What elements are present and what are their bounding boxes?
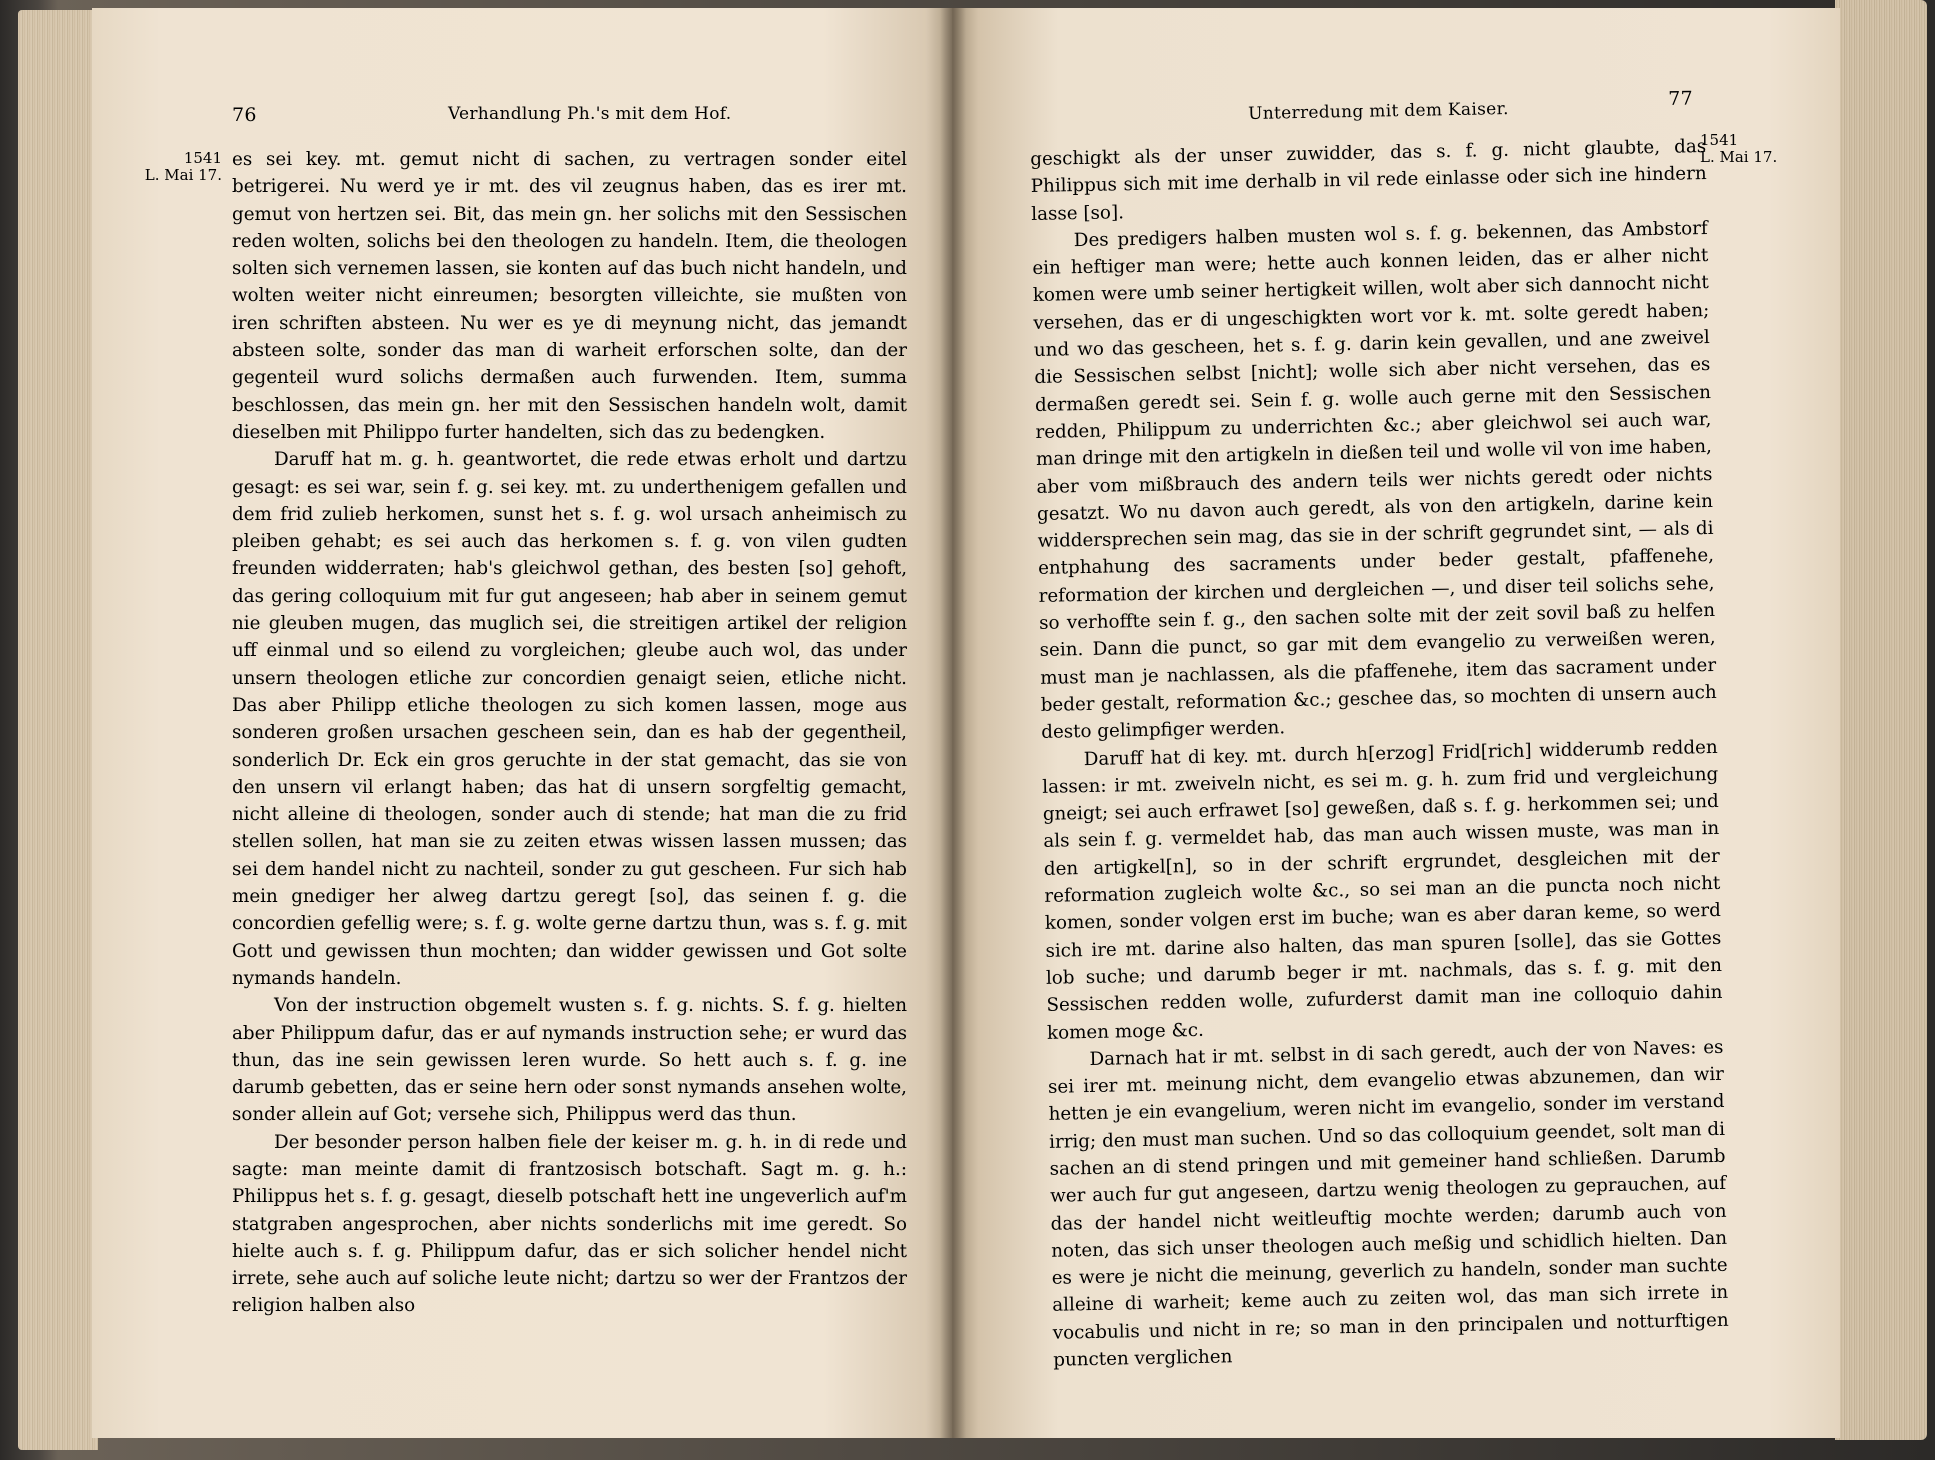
paragraph: Des predigers halben musten wol s. f. g. bekennen, das Ambstorf ein heftiger man were; hette auch konnen leiden, das er alher nicht komen were umb seiner hertigkeit willen, wolt aber sich dannocht nicht versehen, das er di ungeschigkten wort vor k. mt. solte geredt haben; und wo das gescheen, het s. f. g. darin kein gevallen, und ane zweivel die Sessischen selbst [nicht]; wolle sich aber nicht versehen, das es dermaßen geredt sei. Sein f. g. wolle auch gerne mit den Sessischen redden, Philippum zu underrichten &c.; aber gleichwol sei auch war, man dringe mit den artigkeln in dießen teil und wolle vil von ime haben, aber vom mißbrauch des andern teils wer nichts geredt oder nichts gesatzt. Wo nu davon auch geredt, als von den artigkeln, darine kein widdersprechen sein mag, das sie in der schrift gegrundet sint, — als di entphahung des sacraments under beder gestalt, pfaffenehe, reformation der kirchen und dergleichen —, und diser teil solichs sehe, so verhoffte sein f. g., den sachen solte mit der zeit sovil baß zu helfen sein. Dann die punct, so gar mit dem evangelio zu verweißen weren, must man je nachlassen, als die pfaffenehe, item das sacrament under beder gestalt, reformation &c.; geschee das, so mochten di unsern auch desto gelimpfiger werden. [1032,217,1717,744]
paragraph: Daruff hat di key. mt. durch h[erzog] Frid[rich] widderumb redden lassen: ir mt. zweiveln nicht, es sei m. g. h. zum frid und vergleichung gneigt; sei auch erfrawet [so] geweßen, daß s. f. g. herkommen sei; und als sein f. g. vermeldet hab, das man auch wissen muste, was man in den artigkel[n], so in der schrift ergrundet, desgleichen mit der reformation zugleich wolte &c., so sei man an die puncta noch nicht komen, sonder volgen erst im buche; wan es aber daran keme, so werd sich ire mt. darine also halten, das man spuren [solle], das sie Gottes lob suche; und darumb beger ir mt. nachmals, das s. f. g. mit den Sessischen redden wolle, zufurderst damit man ine colloquio dahin komen moge &c. [1042,736,1723,1044]
paragraph: geschigkt als der unser zuwidder, das s. f. g. nicht glaubte, das Philippus sich mit ime derhalb in vil rede einlasse oder sich ine hindern lasse [so]. [1030,136,1707,225]
paragraph: Von der instruction obgemelt wusten s. f. g. nichts. S. f. g. hielten aber Philippum dafur, das er auf nymands instruction sehe; er wurd das thun, das ine sein gewissen leren wurde. So hett auch s. f. g. ine darumb gebetten, das er seine hern oder sonst nymands ansehen wolte, sonder allein auf Got; versehe sich, Philippus werd das thun. [232,995,907,1126]
right-page-edges [1835,0,1927,1440]
left-page-number: 76 [232,104,257,126]
paragraph: Darnach hat ir mt. selbst in di sach geredt, auch der von Naves: es sei irer mt. meinung nicht, dem evangelio etwas abzunemen, dan wir hetten je ein evangelium, weren nicht im evangelio, sonder im verstand irrig; den must man suchen. Und so das colloquium geendet, solt man di sachen an di stend pringen und mit gemeiner hand schließen. Darumb wer auch fur gut angeseen, dartzu wenig theologen zu geprauchen, auf das der handel nicht weitleuftig mochte werden; darumb auch von noten, das sich unser theologen auch meßig und schidlich hielten. Dan es were je nicht die meinung, geverlich zu handeln, sonder man suchte alleine di warheit; keme auch zu zeiten wol, das man sich irrete in vocabulis und nicht in re; so man in den principalen und notturftigen puncten verglichen [1047,1036,1729,1371]
right-margin-note [1700,132,1790,166]
margin-note-date: L. Mai 17. [1700,148,1778,166]
margin-note-year: 1541 [1700,131,1739,149]
left-page-edges [18,10,98,1450]
paragraph: es sei key. mt. gemut nicht di sachen, zu vertragen sonder eitel betrigerei. Nu werd ye ir mt. des vil zeugnus haben, das es irer mt. gemut von hertzen sei. Bit, das mein gn. her solichs mit den Sessischen reden wolten, solichs bei den theologen zu handeln. Item, die theologen solten sich vernemen lassen, sie konten auf das buch nicht handeln, und wolten weiter nicht einreumen; besorgten villeichte, sie mußten von iren schriften absteen. Nu wer es ye di meynung nicht, das jemandt absteen solte, sonder das man di warheit erforschen solte, dan der gegenteil wurd solichs dermaßen auch furwenden. Item, summa beschlossen, das mein gn. her mit den Sessischen handeln wolt, damit dieselben mit Philippo furter handelten, sich das zu bedengken. [232,149,907,443]
right-body-text [1030,133,1729,1374]
margin-note-date: L. Mai 17. [144,166,222,184]
left-running-head: Verhandlung Ph.'s mit dem Hof. [448,104,732,124]
left-body-text [232,146,907,1320]
book-gutter [940,8,966,1438]
right-running-head: Unterredung mit dem Kaiser. [1248,98,1509,124]
margin-note-year: 1541 [183,149,222,167]
paragraph: Der besonder person halben fiele der keiser m. g. h. in di rede und sagte: man meinte damit di frantzosisch botschaft. Sagt m. g. h.: Philippus het s. f. g. gesagt, dieselb potschaft hett ine ungeverlich auf'm statgraben angesprochen, aber nichts sonderlichs mit ime geredt. So hielte auch s. f. g. Philippum dafur, das er sich solicher hendel nicht irrete, sehe auch auf soliche leute nicht; dartzu so wer der Frantzos der religion halben also [232,1131,907,1317]
paragraph: Daruff hat m. g. h. geantwortet, die rede etwas erholt und dartzu gesagt: es sei war, sein f. g. sei key. mt. zu underthenigem gefallen und dem frid zulieb herkomen, sunst het s. f. g. wol ursach anheimisch zu pleiben gehabt; es sei auch das herkomen s. f. g. von vilen gudten freunden widderraten; hab's gleichwol gethan, des besten [so] gehoft, das gering colloquium mit fur gut angeseen; hab aber in seinem gemut nie gleuben mugen, das muglich sei, die streitigen artikel der religion uff einmal und so eilend zu vorgleichen; gleube auch wol, das under unsern theologen etliche zur concordien genaigt seien, etliche nicht. Das aber Philipp etliche theologen zu sich komen lassen, moge aus sonderen großen ursachen gescheen sein, dan es hab der gegentheil, sonderlich Dr. Eck ein gros geruchte in der stat gemacht, das sie von den unsern vil erlangt haben; das hat di unsern sorgfeltig gemacht, nicht alleine di theologen, sonder auch di stende; hat man die zu frid stellen sollen, hat man sie zu zeiten etwas wissen lassen mussen; das sei dem handel nicht zu nachteil, sonder zu gut gescheen. Fur sich hab mein gnediger her alweg dartzu geregt [so], das seinen f. g. die concordien gefellig were; s. f. g. wolte gerne dartzu thun, was s. f. g. mit Gott und gewissen thun mochten; dan widder gewissen und Got solte nymands handeln. [232,449,907,989]
right-page-number: 77 [1668,87,1694,110]
left-margin-note [130,150,222,184]
